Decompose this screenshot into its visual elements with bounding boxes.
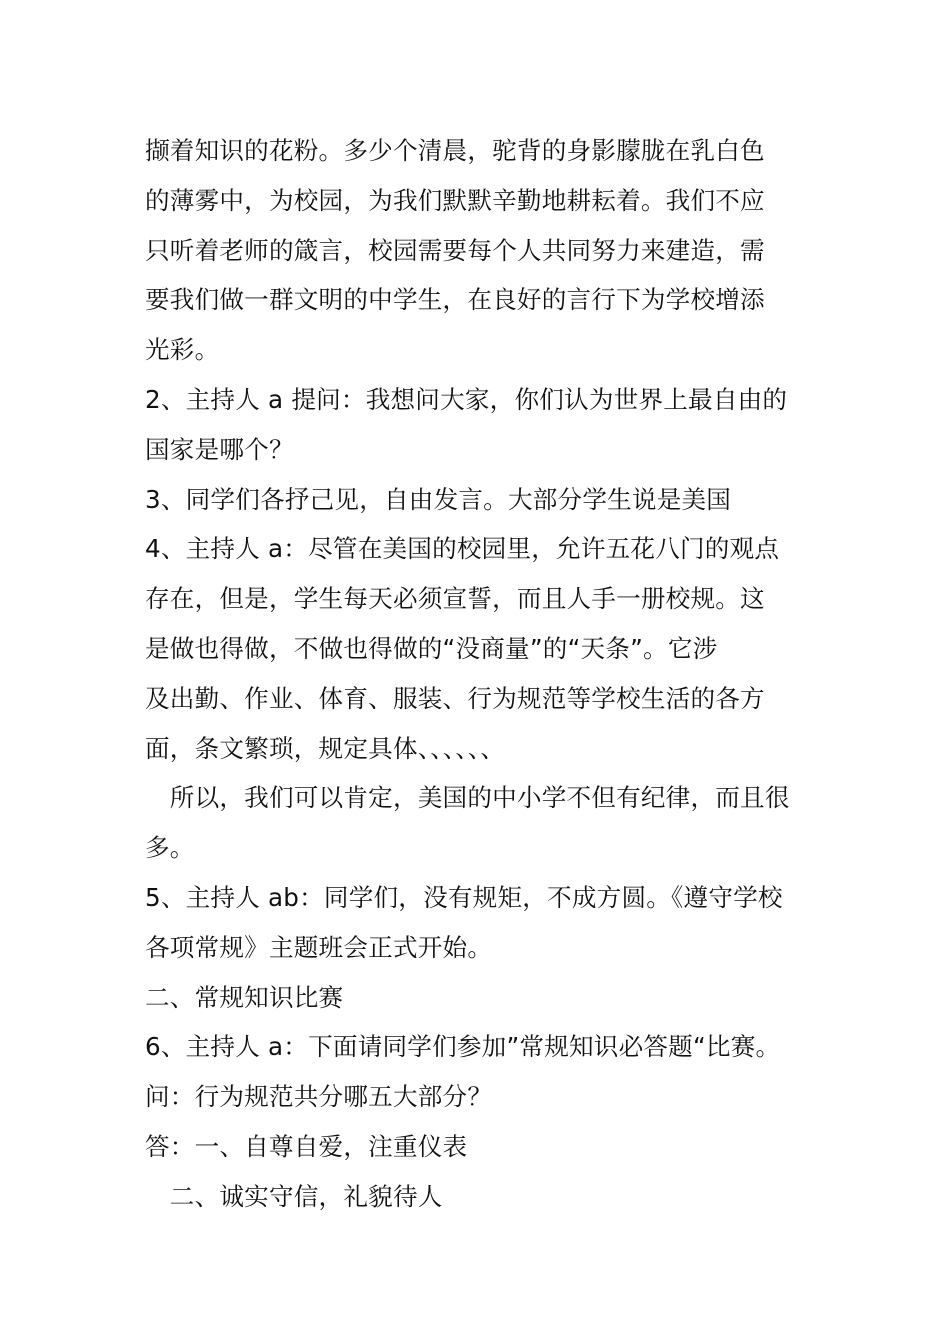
text-line: 光彩。 <box>145 335 220 365</box>
text-line: 二、诚实守信，礼貌待人 <box>145 1181 443 1211</box>
text-line: 多。 <box>145 833 195 863</box>
text-line: 5、主持人 ab：同学们，没有规矩，不成方圆。《遵守学校 <box>145 882 783 912</box>
text-line: 只听着老师的箴言，校园需要每个人共同努力来建造，需 <box>145 235 765 265</box>
text-line: 4、主持人 a：尽管在美国的校园里，允许五花八门的观点 <box>145 534 780 564</box>
text-line: 各项常规》主题班会正式开始。 <box>145 932 493 962</box>
document-body <box>145 126 817 1222</box>
text-line: 撷着知识的花粉。多少个清晨，驼背的身影朦胧在乳白色 <box>145 136 765 165</box>
text-line: 国家是哪个？ <box>145 434 294 464</box>
text-line: 问：行为规范共分哪五大部分？ <box>145 1082 493 1112</box>
text-line: 面，条文繁琐，规定具体、、、、、、 <box>145 733 505 763</box>
text-line: 2、主持人 a 提问：我想问大家，你们认为世界上最自由的 <box>145 384 788 414</box>
text-line: 所以，我们可以肯定，美国的中小学不但有纪律，而且很 <box>145 783 790 813</box>
text-line: 要我们做一群文明的中学生，在良好的言行下为学校增添 <box>145 285 765 315</box>
text-line: 存在，但是，学生每天必须宣誓，而且人手一册校规。这 <box>145 584 765 614</box>
text-line: 及出勤、作业、体育、服装、行为规范等学校生活的各方 <box>145 683 765 713</box>
text-line: 是做也得做，不做也得做的“没商量”的“天条”。它涉 <box>145 633 718 663</box>
section-heading: 二、常规知识比赛 <box>145 982 344 1012</box>
text-line: 的薄雾中，为校园，为我们默默辛勤地耕耘着。我们不应 <box>145 185 765 215</box>
text-line: 6、主持人 a：下面请同学们参加”常规知识必答题“比赛。 <box>145 1032 781 1062</box>
text-line: 3、同学们各抒己见，自由发言。大部分学生说是美国 <box>145 484 732 514</box>
text-line: 答：一、自尊自爱，注重仪表 <box>145 1131 468 1161</box>
